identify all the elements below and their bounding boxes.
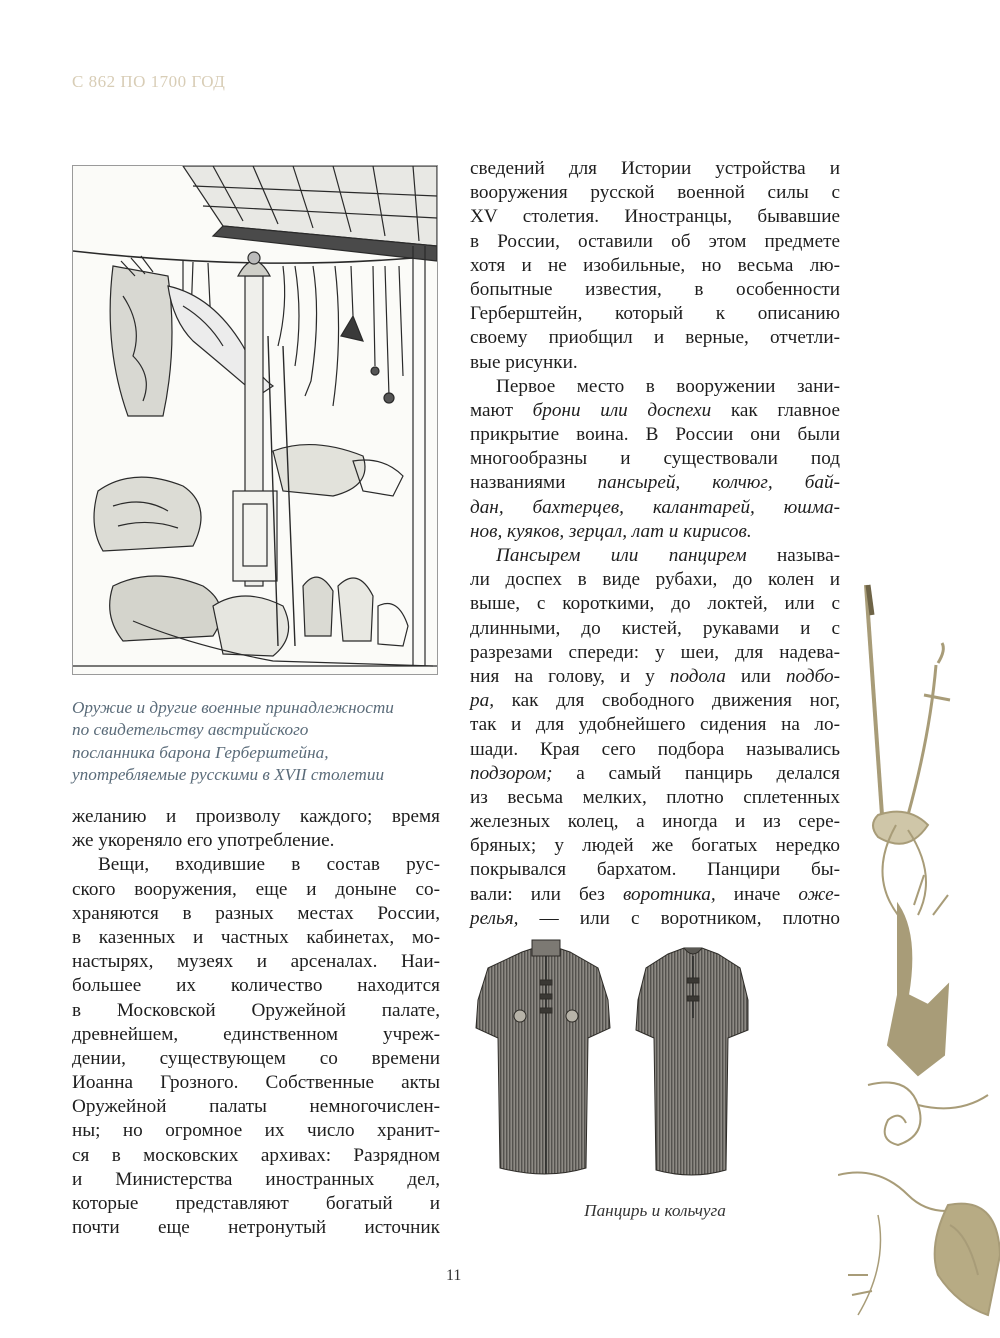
caption-line: употребляемые русскими в XVII столетии xyxy=(72,764,385,784)
text-segment: храняются в разных местах России, xyxy=(72,902,440,924)
italic-term: Пансырем или панцирем xyxy=(496,545,747,566)
italic-term: пансырей, колчюг, бай- xyxy=(597,472,840,494)
text-segment: шади. Края сего подбора назывались xyxy=(470,738,840,760)
text-segment: так и для удобнейшего сидения на ло- xyxy=(470,714,840,736)
italic-term: подбо- xyxy=(785,665,840,687)
text-segment: Первое место в вооружении зани- xyxy=(496,375,840,397)
italic-term: воротника, xyxy=(622,883,716,905)
armor-illustration xyxy=(470,938,750,1184)
text-segment: хотя и не изобильные, но весьма лю- xyxy=(470,254,840,276)
text-segment: же укореняло его употребление. xyxy=(72,830,335,852)
text-segment: как для свободного движения ног, xyxy=(493,690,840,712)
text-segment: Вещи, входившие в состав рус- xyxy=(98,854,440,876)
text-segment: вали: или без xyxy=(470,883,623,905)
caption-line: посланника барона Герберштейна, xyxy=(72,742,329,762)
italic-term: оже- xyxy=(798,883,840,905)
text-line xyxy=(470,399,840,423)
text-segment: своему приобщил и верные, отчетли- xyxy=(470,327,840,349)
text-line xyxy=(470,762,840,786)
italic-term: ра, xyxy=(470,690,494,712)
text-segment: большее их количество находится xyxy=(72,975,440,997)
text-line xyxy=(470,617,840,641)
caption-line: Оружие и другие военные принадлежности xyxy=(72,698,394,717)
text-line xyxy=(470,786,840,810)
text-line xyxy=(470,375,840,399)
text-segment: и Министерства иностранных дел, xyxy=(72,1168,440,1190)
italic-term: нов, куяков, зерцал, лат и кирисов. xyxy=(470,520,752,542)
text-segment: мают xyxy=(470,399,533,421)
right-text-column xyxy=(470,157,840,931)
text-line xyxy=(72,1168,440,1192)
text-segment: выше, с короткими, до локтей, или с xyxy=(470,593,840,615)
text-segment: в России, оставили об этом предмете xyxy=(470,230,840,252)
text-line xyxy=(470,834,840,858)
text-segment: ли доспех в виде рубахи, до колен и xyxy=(470,569,840,591)
text-line xyxy=(72,999,440,1023)
text-line xyxy=(72,878,440,902)
text-line xyxy=(470,447,840,471)
text-segment: длинными, до кистей, рукавами и с xyxy=(470,617,840,639)
text-segment: вооружения русской военной силы с xyxy=(470,182,840,204)
text-segment: которые представляют богатый и xyxy=(72,1193,440,1214)
text-segment: в казенных и частных кабинетах, мо- xyxy=(72,926,440,948)
text-segment: покрывался бархатом. Панцири бы- xyxy=(470,859,840,881)
text-line xyxy=(470,858,840,882)
text-line xyxy=(470,423,840,447)
left-text-column xyxy=(72,805,440,1240)
text-line xyxy=(470,738,840,762)
text-segment: в Московской Оружейной палате, xyxy=(72,999,440,1021)
text-line xyxy=(470,665,840,689)
text-line xyxy=(470,496,840,520)
text-segment: прикрытие воина. В России они были xyxy=(470,424,840,446)
text-line xyxy=(72,1144,440,1168)
text-segment: как главное xyxy=(711,399,841,421)
text-line xyxy=(72,1192,440,1216)
text-segment: дении, существующем со времени xyxy=(72,1047,440,1069)
text-line xyxy=(470,205,840,229)
text-line xyxy=(72,1023,440,1047)
text-segment: называ- xyxy=(746,545,840,566)
text-segment: желанию и произволу каждого; время xyxy=(72,806,440,827)
text-line xyxy=(470,302,840,326)
text-line xyxy=(72,853,440,877)
text-line xyxy=(72,902,440,926)
text-line xyxy=(470,230,840,254)
text-line xyxy=(470,544,840,568)
figure-caption xyxy=(72,697,444,786)
text-line xyxy=(470,689,840,713)
text-segment: иначе xyxy=(715,883,799,905)
text-line xyxy=(470,810,840,834)
italic-term: дан, бахтерцев, калантарей, юшма- xyxy=(470,496,840,518)
caption-line: по свидетельству австрийского xyxy=(72,720,309,740)
armor-caption: Панцирь и кольчуга xyxy=(584,1201,726,1220)
text-segment: почти еще нетронутый источник xyxy=(72,1217,440,1239)
italic-term: подола xyxy=(669,665,726,687)
text-segment: XV столетия. Иностранцы, бывавшие xyxy=(470,206,840,228)
italic-term: релья, xyxy=(470,907,519,929)
text-line xyxy=(470,351,840,375)
text-segment: Иоанна Грозного. Собственные акты xyxy=(72,1072,440,1094)
text-segment: ния на голову, и у xyxy=(470,665,670,687)
weapons-engraving xyxy=(72,165,438,675)
text-segment: названиями xyxy=(470,472,598,494)
text-segment: сведений для Истории устройства и xyxy=(470,158,840,179)
text-segment: Оружейной палаты немногочислен- xyxy=(72,1096,440,1118)
text-line xyxy=(72,1071,440,1095)
text-segment: Герберштейн, который к описанию xyxy=(470,303,840,325)
page-number: 11 xyxy=(446,1267,462,1284)
text-segment: железных колец, а иногда и из сере- xyxy=(470,811,840,833)
text-line xyxy=(470,713,840,737)
text-line xyxy=(470,568,840,592)
text-segment: ся в московских архивах: Разрядном xyxy=(72,1144,440,1166)
text-line xyxy=(470,883,840,907)
text-line xyxy=(72,926,440,950)
text-segment: настырях, музеях и арсеналах. Наи- xyxy=(72,951,440,973)
text-segment: ны; но огромное их число хранит- xyxy=(72,1120,440,1142)
text-line xyxy=(72,1047,440,1071)
text-line xyxy=(72,950,440,974)
text-segment: из весьма мелких, плотно сплетенных xyxy=(470,786,840,808)
text-segment: разрезами спереди: у шеи, для надева- xyxy=(470,641,840,663)
text-segment: бряных; у людей же богатых нередко xyxy=(470,835,840,857)
text-line xyxy=(72,829,440,853)
text-line xyxy=(470,326,840,350)
text-line xyxy=(470,592,840,616)
running-head: С 862 ПО 1700 ГОД xyxy=(72,72,226,91)
text-segment: ского вооружения, еще и доныне со- xyxy=(72,878,440,900)
text-line xyxy=(470,157,840,181)
text-segment: или xyxy=(725,665,786,687)
text-line xyxy=(72,805,440,829)
text-segment: — или с воротником, плотно xyxy=(518,907,840,929)
text-segment: бопытные известия, в особенности xyxy=(470,278,840,300)
text-line xyxy=(470,254,840,278)
italic-term: подзором; xyxy=(470,762,553,784)
text-line xyxy=(72,1119,440,1143)
text-line xyxy=(72,1216,440,1240)
text-segment: многообразны и существовали под xyxy=(470,448,840,470)
italic-term: брони или доспехи xyxy=(532,399,712,421)
text-segment: древнейшем, единственном учреж- xyxy=(72,1023,440,1045)
text-segment: вые рисунки. xyxy=(470,351,578,373)
text-line xyxy=(72,974,440,998)
text-line xyxy=(470,907,840,931)
text-line xyxy=(470,520,840,544)
text-line xyxy=(470,278,840,302)
text-line xyxy=(470,471,840,495)
text-segment: а самый панцирь делался xyxy=(552,762,840,784)
text-line xyxy=(72,1095,440,1119)
text-line xyxy=(470,181,840,205)
weapons-ornament xyxy=(838,575,1000,1333)
text-line xyxy=(470,641,840,665)
